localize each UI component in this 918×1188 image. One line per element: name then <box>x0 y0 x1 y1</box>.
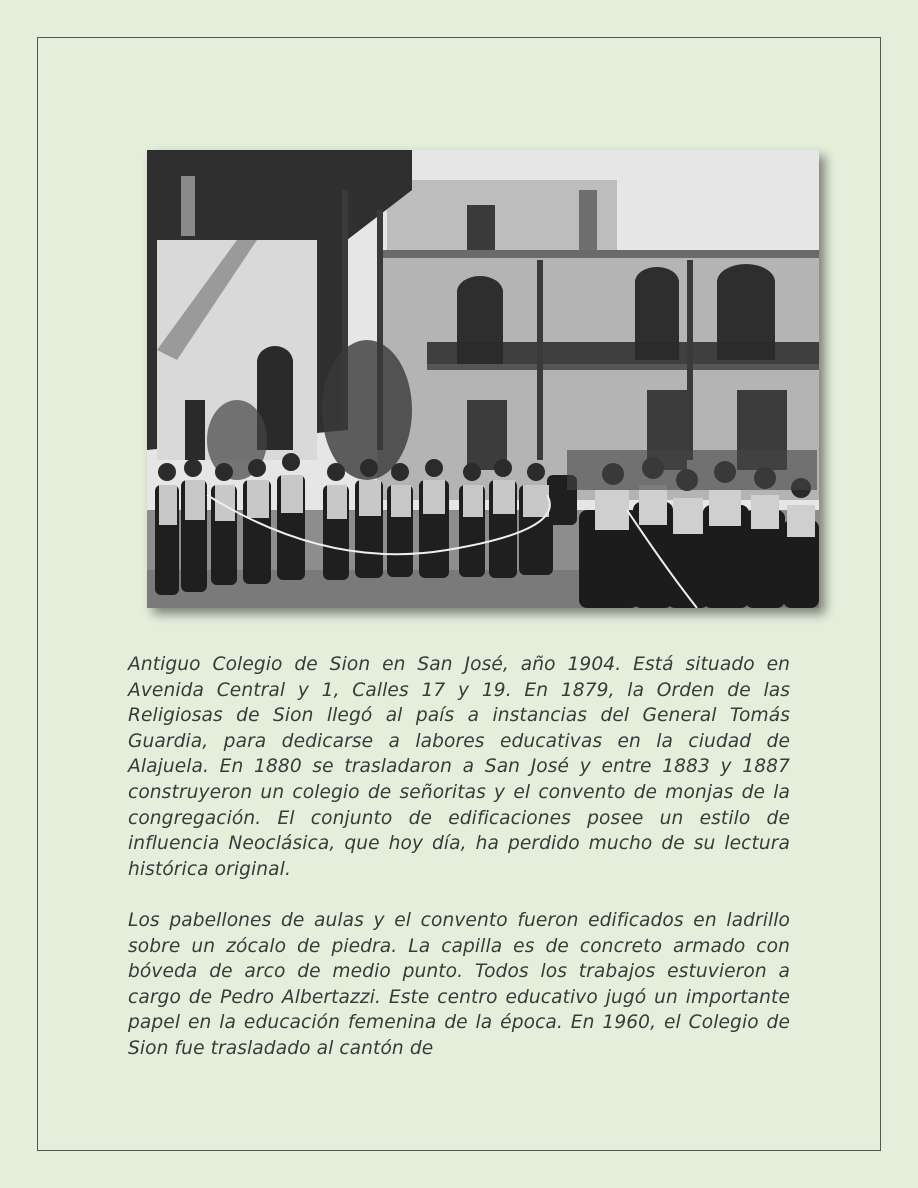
historic-photo <box>147 150 819 608</box>
caption-text <box>128 652 790 1087</box>
paragraph-2: Los pabellones de aulas y el convento fueron edificados en ladrillo sobre un zócalo de piedra. La capilla es de concreto armado con bóveda de arco de medio punto. Todos los trabajos estuvieron a cargo de Pedro Albertazzi. Este centro educativo jugó un importante papel en la educación femenina de la época. En 1960, el Colegio de Sion fue trasladado al cantón de <box>128 909 790 1059</box>
paragraph-1: Antiguo Colegio de Sion en San José, año 1904. Está situado en Avenida Central y 1, Calles 17 y 19. En 1879, la Orden de las Religiosas de Sion llegó al país a instancias del General Tomás Guardia, para dedicarse a labores educativas en la ciudad de Alajuela. En 1880 se trasladaron a San José y entre 1883 y 1887 construyeron un colegio de señoritas y el convento de monjas de la congregación. El conjunto de edificaciones posee un estilo de influencia Neoclásica, que hoy día, ha perdido mucho de su lectura histórica original. <box>128 654 790 880</box>
photo-illustration <box>147 150 819 608</box>
